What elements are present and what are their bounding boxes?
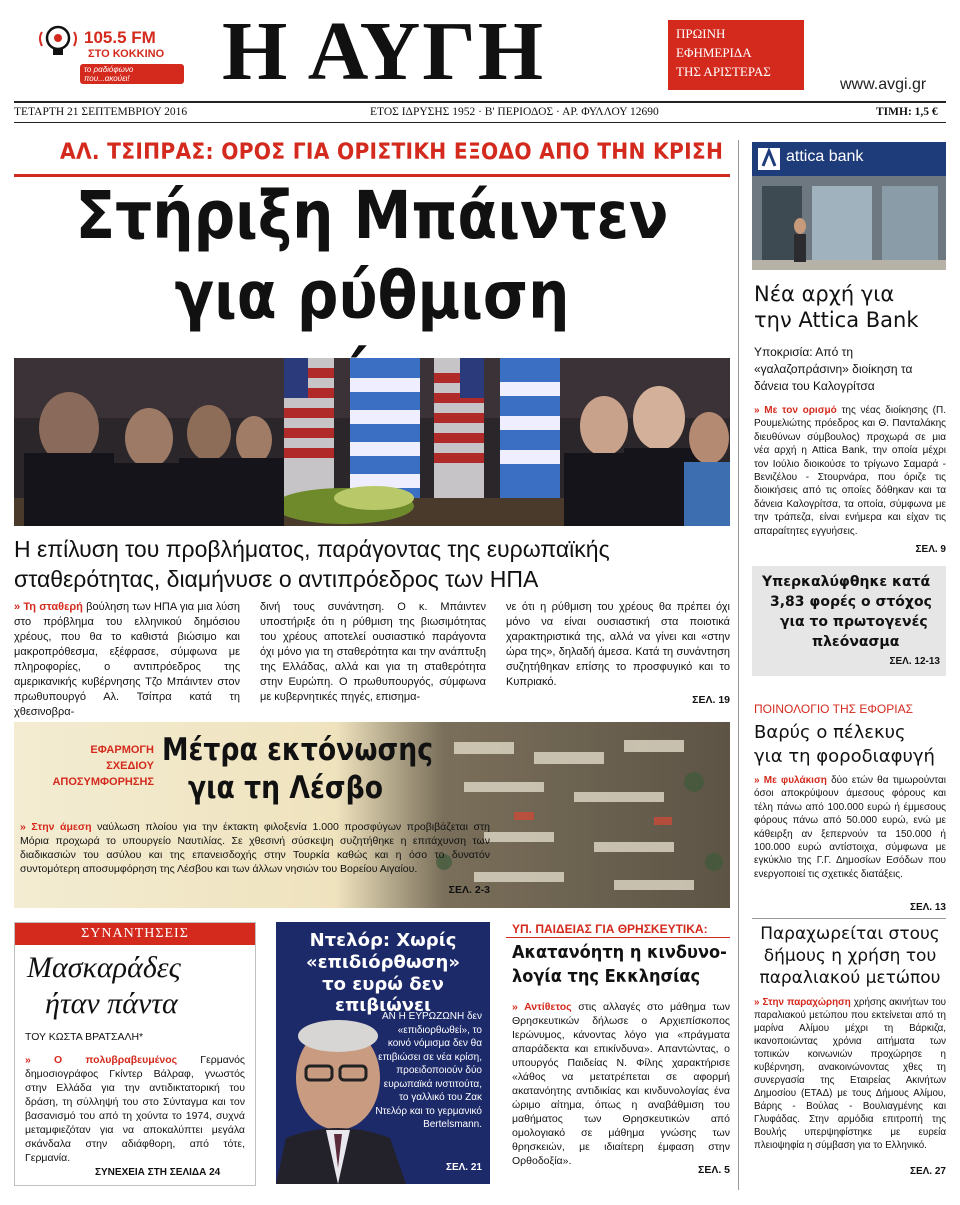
radio-logo [14, 22, 184, 82]
lesvos-lead-word: Στην άμεση [31, 821, 92, 833]
main-col-1-text: βούληση των ΗΠΑ για μια λύση στο πρόβλημα του ελληνικού δημόσιου χρέους, που θα το καθιστά βιώσιμο και μακροπρόθεσμα, εξέφρασε, σύμφωνα με πληροφορίες, ο αντιπρόεδρος της αμερικανικής κυβέρνησης Τζο Μπάιντεν στον πρωθυπουργό Αλ. Τσίπρα κατά τη χθεσινοβρα- [14, 601, 240, 718]
meetings-box [14, 922, 256, 1186]
lead-arrow-icon: » [20, 821, 32, 833]
coast-headline-3: παραλιακού μετώπου [759, 968, 941, 988]
lead-arrow-icon: » [14, 601, 24, 613]
us-flag-2 [434, 358, 484, 503]
lead-arrow-icon: » [754, 405, 765, 416]
lightbulb-icon [36, 22, 80, 62]
tax-rule [752, 918, 946, 919]
surplus-page-ref[interactable]: ΣΕΛ. 12-13 [889, 656, 940, 667]
masthead-top-rule [14, 101, 946, 103]
coast-lead-word: Στην παραχώρηση [762, 997, 851, 1008]
surplus-headline-1: Υπερκαλύφθηκε κατά [762, 574, 931, 590]
main-col-2 [260, 600, 486, 705]
main-photo [14, 358, 730, 526]
radio-name: ΣΤΟ ΚΟΚΚΙΝΟ [88, 48, 165, 60]
tax-headline-2: για τη φοροδιαφυγή [754, 746, 935, 767]
attica-headline-1: Νέα αρχή για [754, 282, 895, 306]
masthead-bottom-rule [14, 122, 946, 123]
religion-headline-2: λογία της Εκκλησίας [512, 966, 701, 987]
tagline-line-2: ΕΦΗΜΕΡΙΔΑ [676, 45, 752, 60]
attica-body [754, 404, 946, 538]
delors-box [276, 922, 490, 1184]
tax-body-text: δύο ετών θα τιμωρούνται όσοι αποκρύψουν άμεσους φόρους και τέλη πάνω από 100.000 ευρώ ή έμμεσους φόρους πάνω από 50.000 ευρώ, ενώ με κάθειρξη αν ξεπερνούν τα 150.000 ή 100.000 ευρώ αντίστοιχα, σύμφωνα με εγκύκλιο της Γ.Γ. Δημοσίων Εσόδων που ενεργοποιεί τις σχετικές διατάξεις. [754, 775, 946, 880]
religion-page-ref[interactable]: ΣΕΛ. 5 [698, 1164, 730, 1176]
religion-body [512, 1000, 730, 1168]
lead-arrow-icon: » [512, 1001, 525, 1013]
coast-body [754, 996, 946, 1152]
coast-body-text: χρήσης ακινήτων του παραλιακού μετώπου που εκτείνεται από τη μαρίνα Αλίμου μέχρι τη Βάρκιζα, ικανοποιώντας χρόνια αιτήματα των τοπικών κοινωνιών προχώρησε η κυβέρνηση, ανακοινώνοντας χθες τη συνεργασία της Εταιρείας Ακινήτων Δημοσίου (ΕΤΑΔ) με τους Δήμους Αλίμου, Βάρης - Βούλας - Βουλιαγμένης και Γλυφάδας. Στην αρμόδια επιτροπή της Βουλής υπερψηφίστηκε με ευρεία πλειοψηφία η σύμβαση για το Ελληνικό. [754, 997, 947, 1151]
main-lead-word: Τη σταθερή [23, 601, 83, 613]
price: ΤΙΜΗ: 1,5 € [876, 106, 938, 118]
delors-page-ref[interactable]: ΣΕΛ. 21 [445, 1162, 482, 1173]
attica-subhead: Υποκρισία: Από τη «γαλαζοπράσινη» διοίκηση τα δάνεια του Καλογρίτσα [754, 345, 913, 393]
lead-arrow-icon: » [754, 997, 763, 1008]
delors-headline-3: το ευρώ δεν επιβιώνει [322, 974, 444, 1016]
meetings-body [25, 1053, 245, 1165]
main-col-2-text: δινή τους συνάντηση. Ο κ. Μπάιντεν υποστήριξε ότι η ρύθμιση της βιωσιμότητας του χρέους αποτελεί ουσιαστικό παράγοντα όχι μόνο για τη σταθερότητα και την ανάπτυξη της Ελλάδας, αλλά και για τη σταθερότητα στην Ευρώπη. Ο πρωθυπουργός, σύμφωνα με κυβερνητικές πηγές, επισημα- [260, 601, 486, 703]
column-divider [738, 140, 739, 1190]
lead-arrow-icon: » [754, 775, 764, 786]
main-kicker: ΑΛ. ΤΣΙΠΡΑΣ: ΟΡΟΣ ΓΙΑ ΟΡΙΣΤΙΚΗ ΕΞΟΔΟ ΑΠΟ ΤΗΝ ΚΡΙΣΗ [60, 140, 724, 165]
coast-page-ref[interactable]: ΣΕΛ. 27 [909, 1166, 946, 1177]
tagline-line-3: ΤΗΣ ΑΡΙΣΤΕΡΑΣ [676, 64, 771, 79]
main-col-3-text: νε ότι η ρύθμιση του χρέους θα πρέπει όχι μόνο να είναι ουσιαστική στα ποιοτικά χαρακτηριστικά της, αλλά να γίνει και «στην ώρα της», δηλαδή άμεσα. Κατά τη συνάντηση συζητήθηκαν επίσης το προσφυγικό και το Κυπριακό. [506, 601, 730, 688]
religion-body-text: στις αλλαγές στο μάθημα των Θρησκευτικών δήλωσε ο Αρχιεπίσκοπος Ιερώνυμος, κάνοντας λόγο για «πράγματα απαράδεκτα και επικίνδυνα». Απαντώντας, ο υπουργός Παιδείας Ν. Φίλης χαρακτήρισε «λάθος να μετατρέπεται σε αφορμή ακατανόητης αντιδικίας και κινδυνολογίας ένα ώριμο αίτημα, όπως η αναβάθμιση του μαθήματος των Θρησκευτικών από ομολογιακό σε μάθημα γνώσης των θρησκειών, με ιδιαίτερη έμφαση στην Ορθοδοξία». [512, 1001, 730, 1167]
greek-flag-1 [350, 358, 420, 508]
attica-sign: attica bank [786, 148, 864, 165]
attica-body-text: της νέας διοίκησης (Π. Ρουμελιώτης πρόεδρος και Θ. Πανταλάκης διευθύνων σύμβουλος) προχωρά σε μια νέα αρχή η Attica Bank, την οποία μέχρι τον Ιούλιο διοικούσε το τρίγωνο Σαμαρά - Βενιζέλου - Στουρνάρα, που όριζε τις διοικήσεις από τις οποίες δόθηκαν και τα δάνεια Καλογρίτσα, τα οποία, σύμφωνα με την τράπεζα, είναι ενήμερα και είχαν τις απαραίτητες εγγυήσεις. [754, 405, 947, 537]
delors-body: ΑΝ Η ΕΥΡΩΖΩΝΗ δεν «επιδιορθωθεί», το κοινό νόμισμα δεν θα επιβιώσει σε νέα κρίση, προειδοποιούν δύο ευρωπαϊκά ινστιτούτα, το γαλλικό του Ζακ Ντελόρ και το γερμανικό Bertelsmann. [375, 1011, 482, 1130]
tagline-box [668, 20, 804, 90]
surplus-headline-4: πλεόνασμα [812, 634, 900, 650]
surplus-box [752, 566, 946, 676]
coast-headline-2: δήμους η χρήση του [763, 946, 937, 966]
meetings-byline: ΤΟΥ ΚΩΣΤΑ ΒΡΑΤΣΑΛΗ* [25, 1031, 144, 1043]
meetings-headline-1: Μασκαράδες [27, 951, 181, 984]
tagline-line-1: ΠΡΩΙΝΗ [676, 26, 726, 41]
tax-headline-1: Βαρύς ο πέλεκυς [754, 722, 906, 743]
us-flag-1 [284, 358, 334, 498]
meetings-body-text: Γερμανός δημοσιογράφος Γκίντερ Βάλραφ, γνωστός στην Ελλάδα για την αντιδικτατορική του δράση, τη σύλληψή του στο Σύνταγμα και τον βασανισμό του από τη χούντα το 1974, συχνά μεταμφιεζόταν για να αποκαλύπτει μεγάλα σκάνδαλα στην αδιάφθορη, από τότε, Γερμανία. [25, 1054, 245, 1164]
lesvos-body [20, 820, 490, 876]
meeting-scene [14, 358, 730, 526]
lesvos-page-ref[interactable]: ΣΕΛ. 2-3 [448, 884, 490, 896]
tax-body [754, 774, 946, 881]
main-page-ref[interactable]: ΣΕΛ. 19 [692, 694, 730, 706]
radio-slogan: το ραδιόφωνο που...ακούει! [80, 64, 184, 84]
greek-flag-2 [500, 358, 560, 508]
meetings-label: ΣΥΝΑΝΤΗΣΕΙΣ [15, 923, 255, 945]
lesvos-body-text: ναύλωση πλοίου για την έκτακτη φιλοξενία 1.000 προσφύγων προβιβάζεται στη Μόρια προχωρά το υπουργείο Ναυτιλίας. Σε χθεσινή σύσκεψη συζητήθηκε η επιτάχυνση των διαδικασιών του ασύλου και της επανεισδοχής στην Τουρκία καθώς και η όσο το δυνατόν συντομότερη αποσυμφόρηση της Λέσβου και των άλλων νησιών του Βορείου Αιγαίου. [20, 821, 490, 875]
attica-photo [752, 142, 946, 270]
delors-headline-1: Ντελόρ: Χωρίς [309, 930, 457, 951]
coast-headline-1: Παραχωρείται στους [760, 924, 940, 944]
main-subhead: Η επίλυση του προβλήματος, παράγοντας της ευρωπαϊκής σταθερότητας, διαμήνυσε ο αντιπρόεδρος των ΗΠΑ [14, 536, 610, 592]
main-col-3 [506, 600, 730, 690]
lesvos-kicker-2: ΣΧΕΔΙΟΥ [106, 760, 154, 772]
meetings-headline-2: ήταν πάντα [45, 987, 178, 1020]
attica-lead-word: Με τον ορισμό [764, 405, 837, 416]
tax-lead-word: Με φυλάκιση [763, 775, 827, 786]
meetings-continued[interactable]: ΣΥΝΕΧΕΙΑ ΣΤΗ ΣΕΛΙΔΑ 24 [95, 1167, 221, 1178]
main-col-1 [14, 600, 240, 720]
lesvos-kicker-3: ΑΠΟΣΥΜΦΟΡΗΣΗΣ [52, 776, 154, 788]
main-headline-2: για ρύθμιση [174, 257, 570, 334]
main-headline-1: Στήριξη Μπάιντεν [75, 177, 669, 254]
lesvos-headline-2: για τη Λέσβο [188, 770, 384, 806]
issue-date: ΤΕΤΑΡΤΗ 21 ΣΕΠΤΕΜΒΡΙΟΥ 2016 [14, 106, 188, 118]
lead-arrow-icon: » [25, 1054, 55, 1066]
religion-headline-1: Ακατανόητη η κινδυνο- [512, 942, 727, 963]
meetings-lead-word: Ο πολυβραβευμένος [54, 1054, 178, 1066]
delors-headline-2: «επιδιόρθωση» [305, 952, 460, 973]
issue-info: ΕΤΟΣ ΙΔΡΥΣΗΣ 1952 · Β' ΠΕΡΙΟΔΟΣ · ΑΡ. ΦΥΛΛΟΥ 12690 [370, 106, 659, 118]
attica-headline-2: την Attica Bank [754, 308, 919, 332]
religion-kicker: ΥΠ. ΠΑΙΔΕΙΑΣ ΓΙΑ ΘΡΗΣΚΕΥΤΙΚΑ: [512, 922, 708, 936]
newspaper-title: Η ΑΥΓΗ [222, 5, 546, 98]
religion-lead-word: Αντίθετος [524, 1001, 572, 1013]
radio-frequency: 105.5 FM [84, 28, 156, 47]
website[interactable]: www.avgi.gr [840, 76, 927, 93]
attica-page-ref[interactable]: ΣΕΛ. 9 [915, 544, 946, 555]
surplus-headline-2: 3,83 φορές ο στόχος [770, 594, 932, 610]
surplus-headline-3: για το πρωτογενές [780, 614, 928, 630]
religion-rule [506, 937, 730, 938]
lesvos-headline-1: Μέτρα εκτόνωσης [162, 732, 434, 768]
tax-page-ref[interactable]: ΣΕΛ. 13 [909, 902, 946, 913]
tax-kicker: ΠΟΙΝΟΛΟΓΙΟ ΤΗΣ ΕΦΟΡΙΑΣ [754, 702, 914, 716]
lesvos-kicker-1: ΕΦΑΡΜΟΓΗ [90, 744, 154, 756]
